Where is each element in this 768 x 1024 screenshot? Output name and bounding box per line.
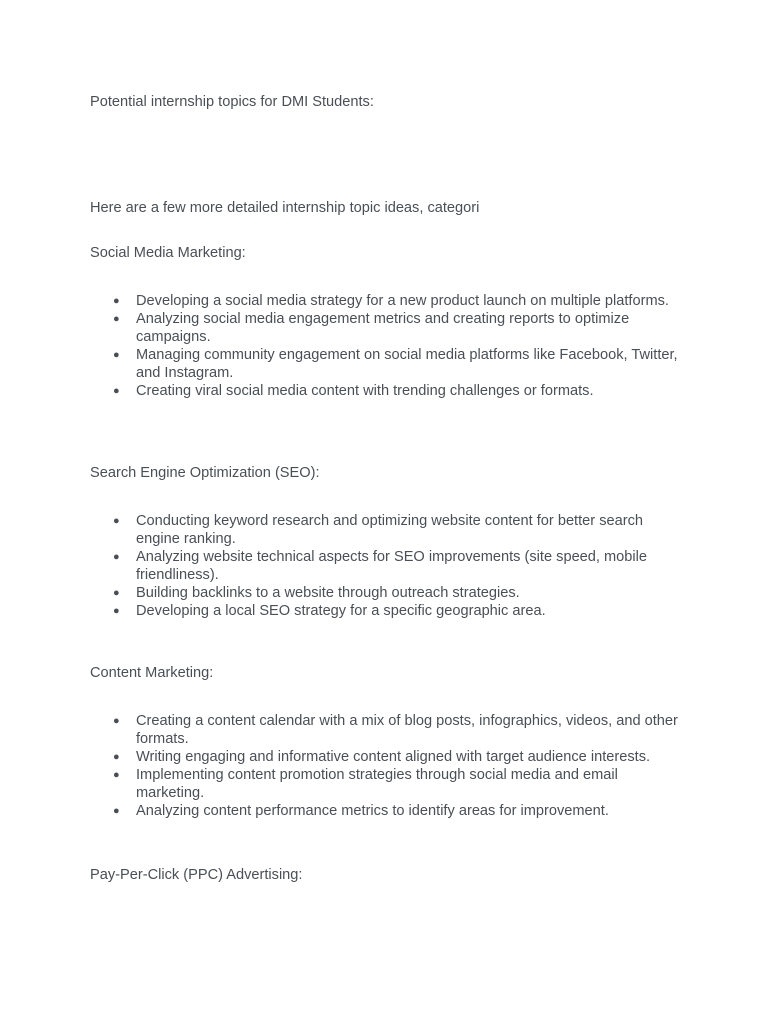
list-item — [90, 712, 680, 748]
list-item-text: Creating a content calendar with a mix of blog posts, infographics, videos, and other formats. — [136, 713, 678, 747]
bullet-icon: ● — [113, 769, 120, 781]
bullet-icon: ● — [113, 515, 120, 527]
bullet-icon: ● — [113, 313, 120, 325]
list-item-text: Managing community engagement on social media platforms like Facebook, Twitter, and Instagram. — [136, 347, 678, 381]
section-title-seo: Search Engine Optimization (SEO): — [90, 465, 320, 481]
document-heading: Potential internship topics for DMI Students: — [90, 94, 374, 110]
bullet-icon: ● — [113, 805, 120, 817]
list-item-text: Analyzing social media engagement metrics and creating reports to optimize campaigns. — [136, 311, 630, 345]
list-item — [90, 548, 680, 584]
list-item-text: Implementing content promotion strategies through social media and email marketing. — [136, 767, 618, 801]
bullet-icon: ● — [113, 605, 120, 617]
bullet-icon: ● — [113, 385, 120, 397]
bullet-icon: ● — [113, 587, 120, 599]
list-item — [90, 802, 680, 820]
list-item — [90, 382, 680, 400]
section-title-social-media: Social Media Marketing: — [90, 245, 246, 261]
list-item-text: Analyzing website technical aspects for SEO improvements (site speed, mobile friendliness). — [136, 549, 648, 583]
section-title-ppc: Pay-Per-Click (PPC) Advertising: — [90, 867, 303, 883]
list-item-text: Creating viral social media content with trending challenges or formats. — [136, 383, 594, 399]
list-item-text: Analyzing content performance metrics to identify areas for improvement. — [136, 803, 609, 819]
list-item — [90, 512, 680, 548]
list-item — [90, 346, 680, 382]
list-item-text: Writing engaging and informative content aligned with target audience interests. — [136, 749, 651, 765]
list-item — [90, 584, 680, 602]
section-title-content-marketing: Content Marketing: — [90, 665, 214, 681]
list-item — [90, 766, 680, 802]
bullet-icon: ● — [113, 295, 120, 307]
bullet-icon: ● — [113, 551, 120, 563]
list-item-text: Developing a social media strategy for a new product launch on multiple platforms. — [136, 293, 669, 309]
list-item-text: Building backlinks to a website through outreach strategies. — [136, 585, 520, 601]
list-item-text: Developing a local SEO strategy for a specific geographic area. — [136, 603, 546, 619]
content-marketing-list — [90, 712, 680, 820]
list-item — [90, 292, 680, 310]
seo-list — [90, 512, 680, 620]
bullet-icon: ● — [113, 349, 120, 361]
intro-paragraph: Here are a few more detailed internship topic ideas, categori — [90, 200, 480, 216]
bullet-icon: ● — [113, 751, 120, 763]
list-item — [90, 748, 680, 766]
bullet-icon: ● — [113, 715, 120, 727]
list-item — [90, 310, 680, 346]
list-item — [90, 602, 680, 620]
social-media-list — [90, 292, 680, 400]
list-item-text: Conducting keyword research and optimizing website content for better search engine ranking. — [136, 513, 643, 547]
